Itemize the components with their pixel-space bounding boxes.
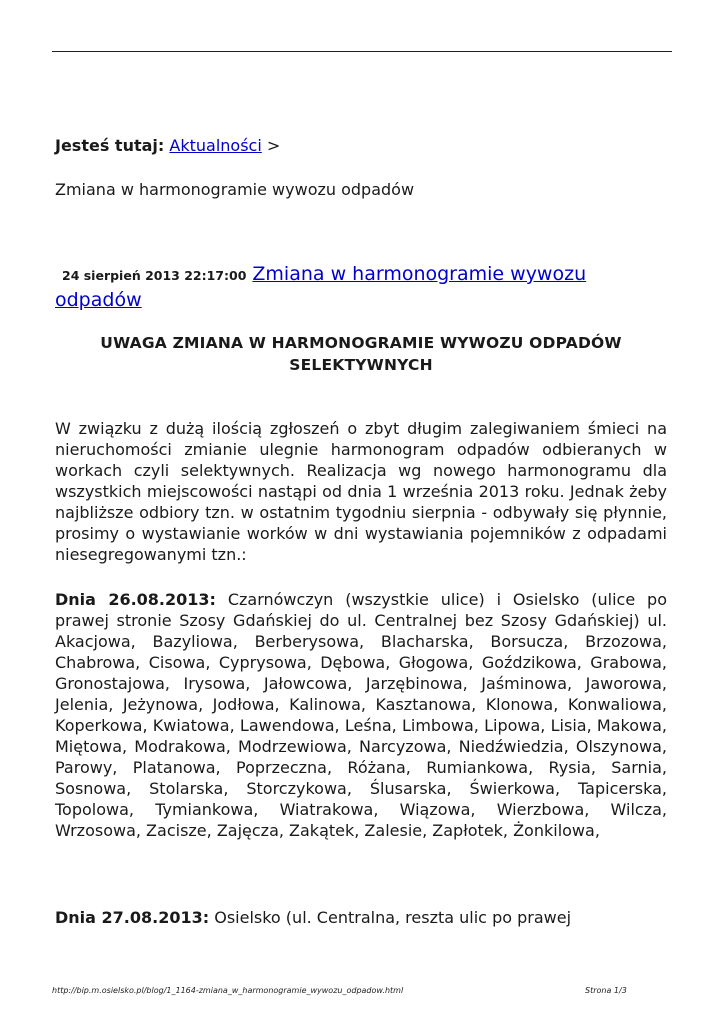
article-headline: UWAGA ZMIANA W HARMONOGRAMIE WYWOZU ODPADÓW SELEKTYWNYCH xyxy=(100,334,622,374)
article-header xyxy=(55,262,667,313)
schedule-day1-label: Dnia 26.08.2013: xyxy=(55,590,216,609)
article-title-link[interactable]: Zmiana w harmonogramie wywozu odpadów xyxy=(55,263,587,311)
page-title: Zmiana w harmonogramie wywozu odpadów xyxy=(55,180,415,199)
article-date: 24 sierpień 2013 22:17:00 xyxy=(62,268,247,283)
schedule-day2-paragraph xyxy=(55,907,667,928)
article-intro-paragraph: W związku z dużą ilością zgłoszeń o zbyt długim zalegiwaniem śmieci na nieruchomości zmianie ulegnie harmonogram odpadów odbieranych w workach czyli selektywnych. Realizacja wg nowego harmonogramu dla wszystkich miejscowości nastąpi od dnia 1 września 2013 roku. Jednak żeby najbliższe odbiory tzn. w ostatnim tygodniu sierpnia - odbywały się płynnie, prosimy o wystawianie worków w dni wystawiania pojemników z odpadami niesegregowanymi tzn.: xyxy=(55,419,667,564)
breadcrumb xyxy=(55,135,280,157)
schedule-day2-label: Dnia 27.08.2013: xyxy=(55,908,210,927)
breadcrumb-label: Jesteś tutaj: xyxy=(55,136,165,155)
schedule-day1-paragraph xyxy=(55,589,667,841)
breadcrumb-link-aktualnosci[interactable]: Aktualności xyxy=(169,136,262,155)
top-divider xyxy=(52,51,672,52)
footer-url: http://bip.m.osielsko.pl/blog/1_1164-zmiana_w_harmonogramie_wywozu_odpadow.html xyxy=(52,986,404,995)
breadcrumb-separator: > xyxy=(266,136,281,155)
schedule-day2-text: Osielsko (ul. Centralna, reszta ulic po prawej xyxy=(214,908,572,927)
footer-page-number: Strona 1/3 xyxy=(585,986,627,995)
schedule-day1-text: Czarnówczyn (wszystkie ulice) i Osielsko (ulice po prawej stronie Szosy Gdańskiej do ul. Centralnej bez Szosy Gdańskiej) ul. Akacjowa, Bazyliowa, Berberysowa, Blacharska, Borsucza, Brzozowa, Chabrowa, Cisowa, Cyprysowa, Dębowa, Głogowa, Goździkowa, Grabowa, Gronostajowa, Irysowa, Jałowcowa, Jarzębinowa, Jaśminowa, Jaworowa, Jelenia, Jeżynowa, Jodłowa, Kalinowa, Kasztanowa, Klonowa, Konwaliowa, Koperkowa, Kwiatowa, Lawendowa, Leśna, Limbowa, Lipowa, Lisia, Makowa, Miętowa, Modrakowa, Modrzewiowa, Narcyzowa, Niedźwiedzia, Olszynowa, Parowy, Platanowa, Poprzeczna, Różana, Rumiankowa, Rysia, Sarnia, Sosnowa, Stolarska, Storczykowa, Ślusarska, Świerkowa, Tapicerska, Topolowa, Tymiankowa, Wiatrakowa, Wiązowa, Wierzbowa, Wilcza, Wrzosowa, Zacisze, Zajęcza, Zakątek, Zalesie, Zapłotek, Żonkilowa, xyxy=(55,590,668,840)
